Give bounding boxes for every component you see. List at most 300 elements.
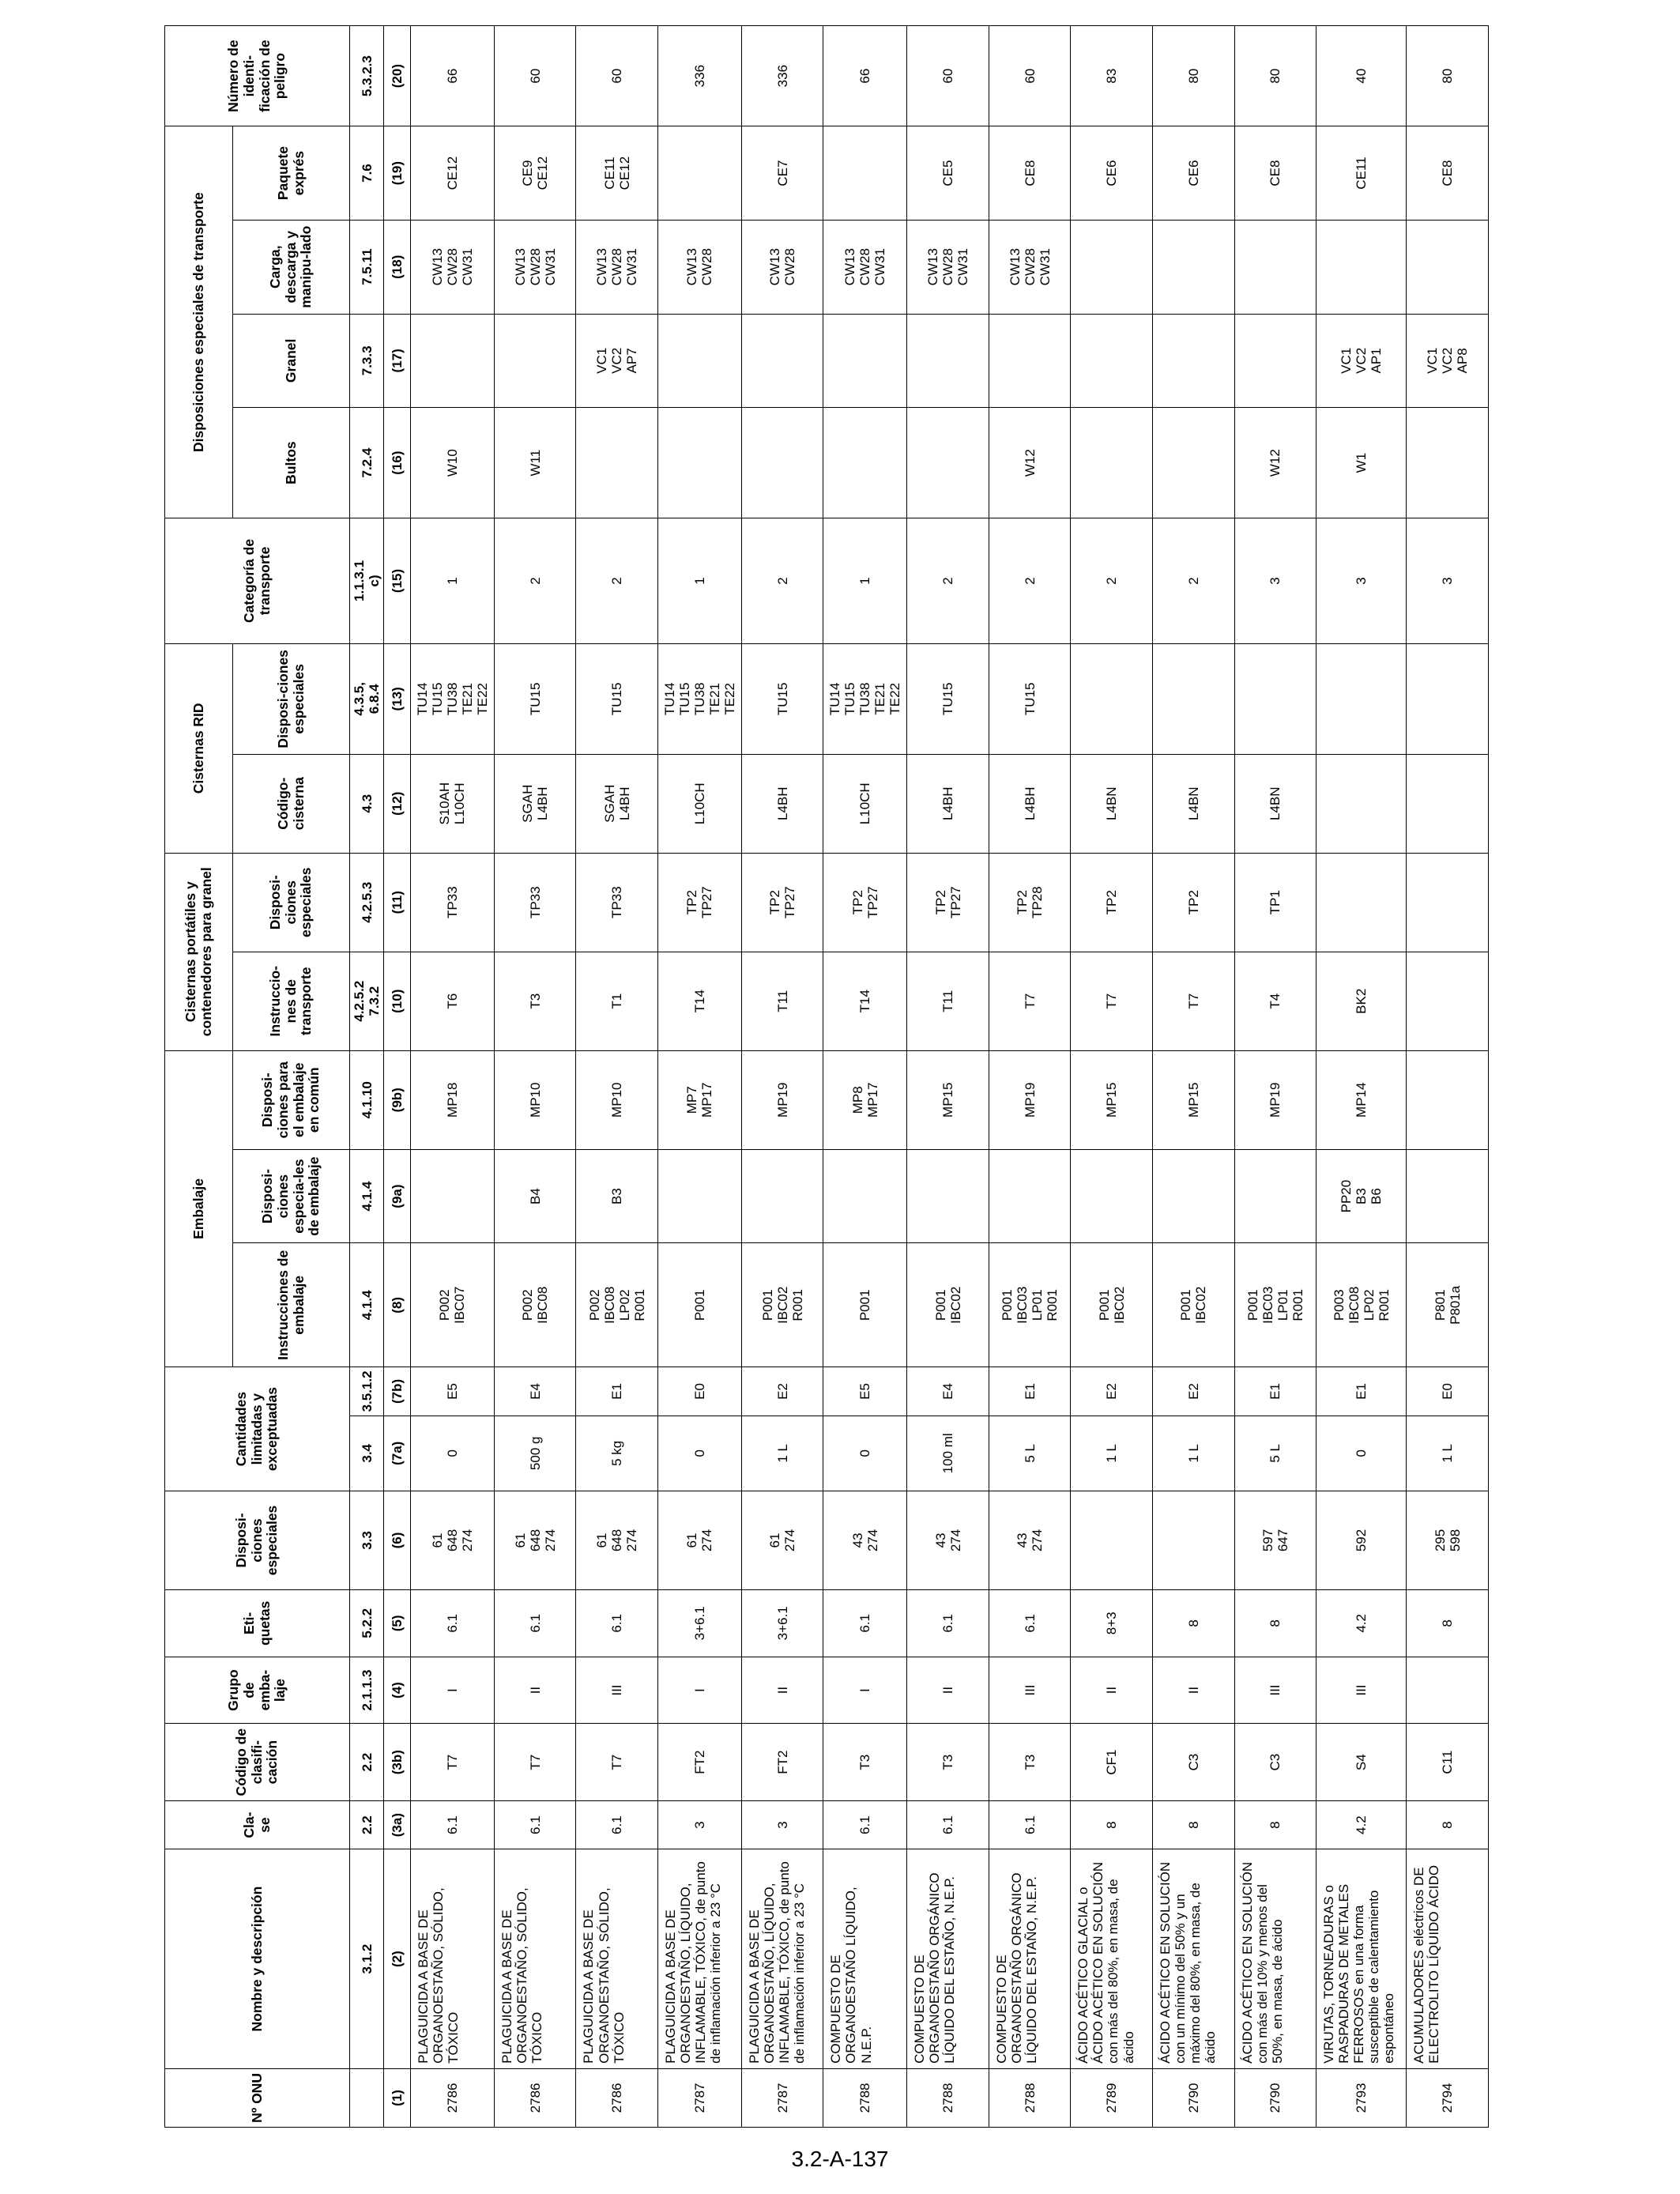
cell-c9b: MP19 xyxy=(1234,1050,1317,1149)
cell-c7a: 5 kg xyxy=(576,1416,658,1491)
cell-c16 xyxy=(1407,408,1489,518)
cell-c19 xyxy=(823,126,907,221)
reference-cell: 3.4 xyxy=(350,1416,384,1491)
cell-c15: 3 xyxy=(1407,518,1489,644)
table-body xyxy=(411,26,1489,2128)
header-hazard-id: Número de identi-ficación de peligro xyxy=(165,26,350,126)
cell-c13: TU15 xyxy=(907,643,989,754)
cell-c13 xyxy=(1152,643,1234,754)
column-number-cell: (5) xyxy=(384,1589,411,1657)
cell-c1: 2788 xyxy=(989,2068,1071,2127)
cell-c17 xyxy=(907,314,989,408)
cell-c5: 6.1 xyxy=(907,1589,989,1657)
cell-c8: P002 IBC07 xyxy=(411,1243,495,1367)
cell-c12: S10AH L10CH xyxy=(411,754,495,853)
column-number-cell: (10) xyxy=(384,952,411,1050)
cell-c3b: T3 xyxy=(989,1724,1071,1800)
cell-c20: 80 xyxy=(1152,26,1234,126)
cell-c7b: E0 xyxy=(658,1367,742,1416)
cell-c3a: 8 xyxy=(1152,1800,1234,1849)
cell-c16 xyxy=(576,408,658,518)
cell-c17 xyxy=(658,314,742,408)
header-rid-tanks: Cisternas RID xyxy=(165,643,233,853)
reference-cell: 4.2.5.2 7.3.2 xyxy=(350,952,384,1050)
cell-c2: ÁCIDO ACÉTICO EN SOLUCIÓN con más del 10% y menos del 50%, en masa, de ácido xyxy=(1234,1849,1317,2069)
reference-cell: 3.1.2 xyxy=(350,1849,384,2069)
cell-c6: 592 xyxy=(1317,1491,1407,1589)
cell-c7a: 100 ml xyxy=(907,1416,989,1491)
cell-c15: 2 xyxy=(576,518,658,644)
table-row xyxy=(989,26,1071,2128)
cell-c9a xyxy=(741,1149,823,1243)
cell-c12: SGAH L4BH xyxy=(576,754,658,853)
column-number-cell: (6) xyxy=(384,1491,411,1589)
cell-c9a xyxy=(989,1149,1071,1243)
cell-c7b: E1 xyxy=(1317,1367,1407,1416)
column-number-cell: (18) xyxy=(384,220,411,314)
cell-c19: CE5 xyxy=(907,126,989,221)
cell-c7b: E1 xyxy=(989,1367,1071,1416)
cell-c10: BK2 xyxy=(1317,952,1407,1050)
cell-c17 xyxy=(989,314,1071,408)
cell-c7a: 5 L xyxy=(989,1416,1071,1491)
cell-c15: 2 xyxy=(1152,518,1234,644)
cell-c9b: MP14 xyxy=(1317,1050,1407,1149)
table-row xyxy=(823,26,907,2128)
cell-c8: P001 xyxy=(823,1243,907,1367)
column-number-cell: (7b) xyxy=(384,1367,411,1416)
header-tank-code: Código-cisterna xyxy=(233,754,350,853)
column-number-cell: (19) xyxy=(384,126,411,221)
cell-c12: L4BH xyxy=(907,754,989,853)
cell-c13: TU15 xyxy=(989,643,1071,754)
cell-c16: W10 xyxy=(411,408,495,518)
cell-c3a: 4.2 xyxy=(1317,1800,1407,1849)
cell-c10: T7 xyxy=(1071,952,1153,1050)
cell-c15: 3 xyxy=(1234,518,1317,644)
cell-c9b: MP19 xyxy=(989,1050,1071,1149)
cell-c15: 1 xyxy=(823,518,907,644)
cell-c18: CW13 CW28 CW31 xyxy=(907,220,989,314)
cell-c1: 2789 xyxy=(1071,2068,1153,2127)
cell-c13: TU15 xyxy=(494,643,576,754)
cell-c7a: 0 xyxy=(658,1416,742,1491)
table-row xyxy=(1234,26,1317,2128)
column-number-cell: (13) xyxy=(384,643,411,754)
column-number-cell: (3a) xyxy=(384,1800,411,1849)
cell-c9a xyxy=(658,1149,742,1243)
cell-c4: III xyxy=(576,1657,658,1724)
cell-c3b: T7 xyxy=(576,1724,658,1800)
cell-c7b: E5 xyxy=(823,1367,907,1416)
cell-c11: TP33 xyxy=(576,853,658,952)
cell-c5: 3+6.1 xyxy=(658,1589,742,1657)
cell-c4: III xyxy=(989,1657,1071,1724)
cell-c2: VIRUTAS, TORNEADURAS o RASPADURAS DE METALES FERROSOS en una forma susceptible de calentamiento espontáneo xyxy=(1317,1849,1407,2069)
cell-c9b: MP10 xyxy=(576,1050,658,1149)
table-row xyxy=(411,26,495,2128)
cell-c8: P002 IBC08 xyxy=(494,1243,576,1367)
cell-c17 xyxy=(1071,314,1153,408)
header-tank-special: Disposi-ciones especiales xyxy=(233,643,350,754)
column-number-cell: (4) xyxy=(384,1657,411,1724)
cell-c18 xyxy=(1152,220,1234,314)
cell-c18: CW13 CW28 xyxy=(658,220,742,314)
header-clase: Cla- se xyxy=(165,1800,350,1849)
cell-c9a xyxy=(823,1149,907,1243)
cell-c5: 6.1 xyxy=(411,1589,495,1657)
header-special-transport: Disposiciones especiales de transporte xyxy=(165,126,233,518)
cell-c3b: C11 xyxy=(1407,1724,1489,1800)
cell-c8: P001 IBC03 LP01 R001 xyxy=(1234,1243,1317,1367)
cell-c7b: E0 xyxy=(1407,1367,1489,1416)
column-number-cell: (7a) xyxy=(384,1416,411,1491)
cell-c13: TU14 TU15 TU38 TE21 TE22 xyxy=(658,643,742,754)
cell-c11: TP33 xyxy=(494,853,576,952)
cell-c12: L4BN xyxy=(1071,754,1153,853)
cell-c9b: MP10 xyxy=(494,1050,576,1149)
cell-c6: 295 598 xyxy=(1407,1491,1489,1589)
cell-c13 xyxy=(1234,643,1317,754)
cell-c20: 60 xyxy=(989,26,1071,126)
cell-c19: CE9 CE12 xyxy=(494,126,576,221)
cell-c20: 80 xyxy=(1407,26,1489,126)
header-name: Nombre y descripción xyxy=(165,1849,350,2069)
cell-c6: 43 274 xyxy=(907,1491,989,1589)
cell-c13 xyxy=(1317,643,1407,754)
cell-c3b: T7 xyxy=(411,1724,495,1800)
cell-c1: 2787 xyxy=(658,2068,742,2127)
cell-c7b: E4 xyxy=(907,1367,989,1416)
header-bulk: Granel xyxy=(233,314,350,408)
cell-c11 xyxy=(1407,853,1489,952)
cell-c20: 60 xyxy=(907,26,989,126)
cell-c5: 6.1 xyxy=(576,1589,658,1657)
cell-c2: ÁCIDO ACÉTICO GLACIAL o ÁCIDO ACÉTICO EN SOLUCIÓN con más del 80%, en masa, de ácido xyxy=(1071,1849,1153,2069)
cell-c11: TP1 xyxy=(1234,853,1317,952)
cell-c6: 597 647 xyxy=(1234,1491,1317,1589)
cell-c16 xyxy=(1071,408,1153,518)
cell-c3a: 6.1 xyxy=(576,1800,658,1849)
cell-c9a xyxy=(907,1149,989,1243)
cell-c18: CW13 CW28 CW31 xyxy=(411,220,495,314)
cell-c7b: E1 xyxy=(1234,1367,1317,1416)
cell-c5: 6.1 xyxy=(823,1589,907,1657)
reference-cell: 3.3 xyxy=(350,1491,384,1589)
cell-c5: 3+6.1 xyxy=(741,1589,823,1657)
header-row-1 xyxy=(165,26,233,2128)
cell-c11: TP2 TP27 xyxy=(907,853,989,952)
cell-c5: 6.1 xyxy=(494,1589,576,1657)
cell-c15: 2 xyxy=(1071,518,1153,644)
cell-c19: CE6 xyxy=(1071,126,1153,221)
header-un-no: Nº ONU xyxy=(165,2068,350,2127)
cell-c7a: 1 L xyxy=(1407,1416,1489,1491)
cell-c3a: 6.1 xyxy=(989,1800,1071,1849)
header-labels: Eti-quetas xyxy=(165,1589,350,1657)
cell-c9b: MP18 xyxy=(411,1050,495,1149)
header-classification-code: Código de clasifi-cación xyxy=(165,1724,350,1800)
column-number-cell: (16) xyxy=(384,408,411,518)
cell-c6: 43 274 xyxy=(823,1491,907,1589)
cell-c15: 1 xyxy=(658,518,742,644)
cell-c11: TP2 TP27 xyxy=(741,853,823,952)
cell-c18 xyxy=(1071,220,1153,314)
cell-c19: CE8 xyxy=(989,126,1071,221)
cell-c12: L4BN xyxy=(1152,754,1234,853)
cell-c19: CE12 xyxy=(411,126,495,221)
cell-c4: III xyxy=(1234,1657,1317,1724)
cell-c2: ACUMULADORES eléctricos DE ELECTROLITO LÍQUIDO ÁCIDO xyxy=(1407,1849,1489,2069)
cell-c9b: MP8 MP17 xyxy=(823,1050,907,1149)
cell-c7a: 500 g xyxy=(494,1416,576,1491)
cell-c1: 2786 xyxy=(494,2068,576,2127)
cell-c3b: FT2 xyxy=(741,1724,823,1800)
cell-c8: P002 IBC08 LP02 R001 xyxy=(576,1243,658,1367)
cell-c5: 4.2 xyxy=(1317,1589,1407,1657)
cell-c12: L10CH xyxy=(658,754,742,853)
cell-c7a: 0 xyxy=(1317,1416,1407,1491)
table-row xyxy=(1317,26,1407,2128)
cell-c16 xyxy=(741,408,823,518)
cell-c13: TU15 xyxy=(576,643,658,754)
cell-c9b: MP15 xyxy=(1071,1050,1153,1149)
header-packages: Bultos xyxy=(233,408,350,518)
cell-c10: T4 xyxy=(1234,952,1317,1050)
reference-cell: 7.3.3 xyxy=(350,314,384,408)
column-number-cell: (9a) xyxy=(384,1149,411,1243)
cell-c3b: CF1 xyxy=(1071,1724,1153,1800)
table-row xyxy=(1407,26,1489,2128)
cell-c11: TP33 xyxy=(411,853,495,952)
page-number: 3.2-A-137 xyxy=(791,2147,889,2171)
cell-c2: ÁCIDO ACÉTICO EN SOLUCIÓN con un mínimo del 50% y un máximo del 80%, en masa, de ácido xyxy=(1152,1849,1234,2069)
cell-c17 xyxy=(741,314,823,408)
table-row xyxy=(1071,26,1153,2128)
reference-cell: 2.2 xyxy=(350,1800,384,1849)
cell-c20: 60 xyxy=(494,26,576,126)
cell-c17 xyxy=(411,314,495,408)
cell-c10 xyxy=(1407,952,1489,1050)
cell-c3a: 6.1 xyxy=(494,1800,576,1849)
column-number-cell: (8) xyxy=(384,1243,411,1367)
cell-c16 xyxy=(658,408,742,518)
cell-c20: 66 xyxy=(411,26,495,126)
cell-c7b: E2 xyxy=(741,1367,823,1416)
table-row xyxy=(1152,26,1234,2128)
cell-c7a: 5 L xyxy=(1234,1416,1317,1491)
cell-c9a xyxy=(1234,1149,1317,1243)
cell-c1: 2793 xyxy=(1317,2068,1407,2127)
cell-c8: P801 P801a xyxy=(1407,1243,1489,1367)
cell-c6: 61 274 xyxy=(741,1491,823,1589)
cell-c2: COMPUESTO DE ORGANOESTAÑO LÍQUIDO, N.E.P. xyxy=(823,1849,907,2069)
column-number-cell: (15) xyxy=(384,518,411,644)
cell-c9a xyxy=(1407,1149,1489,1243)
cell-c5: 8 xyxy=(1234,1589,1317,1657)
column-number-cell: (3b) xyxy=(384,1724,411,1800)
cell-c3a: 8 xyxy=(1407,1800,1489,1849)
cell-c4: II xyxy=(741,1657,823,1724)
cell-c18 xyxy=(1317,220,1407,314)
cell-c9b: MP15 xyxy=(907,1050,989,1149)
cell-c4: II xyxy=(1071,1657,1153,1724)
cell-c3a: 6.1 xyxy=(411,1800,495,1849)
dangerous-goods-table xyxy=(164,25,1489,2128)
header-special-packing-provisions: Disposi-ciones especia-les de embalaje xyxy=(233,1149,350,1243)
header-pt-instructions: Instruccio-nes de transporte xyxy=(233,952,350,1050)
cell-c6: 61 648 274 xyxy=(494,1491,576,1589)
cell-c10: T3 xyxy=(494,952,576,1050)
cell-c11: TP2 TP27 xyxy=(658,853,742,952)
reference-cell: 7.2.4 xyxy=(350,408,384,518)
cell-c8: P001 IBC02 xyxy=(1152,1243,1234,1367)
cell-c15: 2 xyxy=(494,518,576,644)
cell-c4: II xyxy=(494,1657,576,1724)
cell-c19: CE11 CE12 xyxy=(576,126,658,221)
cell-c20: 336 xyxy=(741,26,823,126)
cell-c15: 1 xyxy=(411,518,495,644)
cell-c3b: C3 xyxy=(1152,1724,1234,1800)
cell-c15: 3 xyxy=(1317,518,1407,644)
cell-c13: TU15 xyxy=(741,643,823,754)
cell-c16 xyxy=(907,408,989,518)
cell-c18 xyxy=(1234,220,1317,314)
cell-c4: I xyxy=(658,1657,742,1724)
cell-c20: 66 xyxy=(823,26,907,126)
cell-c18: CW13 CW28 CW31 xyxy=(576,220,658,314)
header-express: Paquete exprés xyxy=(233,126,350,221)
reference-cell: 5.3.2.3 xyxy=(350,26,384,126)
header-packing-instructions: Instrucciones de embalaje xyxy=(233,1243,350,1367)
reference-cell: 4.1.4 xyxy=(350,1149,384,1243)
cell-c18: CW13 CW28 CW31 xyxy=(823,220,907,314)
cell-c2: COMPUESTO DE ORGANOESTAÑO ORGÁNICO LÍQUIDO DEL ESTAÑO, N.E.P. xyxy=(989,1849,1071,2069)
cell-c19: CE7 xyxy=(741,126,823,221)
cell-c9a xyxy=(411,1149,495,1243)
cell-c12: L4BN xyxy=(1234,754,1317,853)
cell-c3b: FT2 xyxy=(658,1724,742,1800)
reference-cell: 7.6 xyxy=(350,126,384,221)
column-number-cell: (2) xyxy=(384,1849,411,2069)
cell-c9b: MP19 xyxy=(741,1050,823,1149)
cell-c6 xyxy=(1152,1491,1234,1589)
cell-c7a: 1 L xyxy=(1152,1416,1234,1491)
cell-c5: 8+3 xyxy=(1071,1589,1153,1657)
cell-c1: 2788 xyxy=(907,2068,989,2127)
cell-c13 xyxy=(1071,643,1153,754)
cell-c15: 2 xyxy=(741,518,823,644)
cell-c8: P001 IBC03 LP01 R001 xyxy=(989,1243,1071,1367)
cell-c2: PLAGUICIDA A BASE DE ORGANOESTAÑO, SÓLIDO, TÓXICO xyxy=(494,1849,576,2069)
cell-c17 xyxy=(494,314,576,408)
header-loading: Carga, descarga y manipu-lado xyxy=(233,220,350,314)
cell-c7b: E1 xyxy=(576,1367,658,1416)
cell-c18 xyxy=(1407,220,1489,314)
cell-c16: W12 xyxy=(989,408,1071,518)
cell-c13: TU14 TU15 TU38 TE21 TE22 xyxy=(411,643,495,754)
cell-c1: 2794 xyxy=(1407,2068,1489,2127)
table-row xyxy=(494,26,576,2128)
cell-c8: P003 IBC08 LP02 R001 xyxy=(1317,1243,1407,1367)
cell-c2: PLAGUICIDA A BASE DE ORGANOESTAÑO, SÓLIDO, TÓXICO xyxy=(576,1849,658,2069)
cell-c5: 8 xyxy=(1407,1589,1489,1657)
reference-cell: 3.5.1.2 xyxy=(350,1367,384,1416)
cell-c17: VC1 VC2 AP1 xyxy=(1317,314,1407,408)
cell-c1: 2786 xyxy=(411,2068,495,2127)
cell-c11 xyxy=(1317,853,1407,952)
cell-c20: 60 xyxy=(576,26,658,126)
cell-c10: T11 xyxy=(741,952,823,1050)
cell-c3a: 6.1 xyxy=(823,1800,907,1849)
reference-cell: 4.3.5, 6.8.4 xyxy=(350,643,384,754)
cell-c19 xyxy=(658,126,742,221)
cell-c1: 2786 xyxy=(576,2068,658,2127)
cell-c2: COMPUESTO DE ORGANOESTAÑO ORGÁNICO LÍQUIDO DEL ESTAÑO, N.E.P. xyxy=(907,1849,989,2069)
cell-c2: PLAGUICIDA A BASE DE ORGANOESTAÑO, LÍQUIDO, INFLAMABLE, TÓXICO, de punto de inflamación inferior a 23 °C xyxy=(658,1849,742,2069)
cell-c4: II xyxy=(1152,1657,1234,1724)
cell-c17 xyxy=(1152,314,1234,408)
cell-c16: W1 xyxy=(1317,408,1407,518)
cell-c11: TP2 TP27 xyxy=(823,853,907,952)
cell-c3b: T3 xyxy=(823,1724,907,1800)
cell-c1: 2790 xyxy=(1152,2068,1234,2127)
cell-c13: TU14 TU15 TU38 TE21 TE22 xyxy=(823,643,907,754)
reference-cell: 2.1.1.3 xyxy=(350,1657,384,1724)
cell-c2: PLAGUICIDA A BASE DE ORGANOESTAÑO, LÍQUIDO, INFLAMABLE, TÓXICO, de punto de inflamación inferior a 23 °C xyxy=(741,1849,823,2069)
cell-c7b: E4 xyxy=(494,1367,576,1416)
cell-c3a: 3 xyxy=(741,1800,823,1849)
table-row xyxy=(907,26,989,2128)
header-limited-quantities: Cantidades limitadas y exceptuadas xyxy=(165,1367,350,1491)
column-number-cell: (12) xyxy=(384,754,411,853)
cell-c11: TP2 xyxy=(1152,853,1234,952)
cell-c1: 2787 xyxy=(741,2068,823,2127)
cell-c20: 40 xyxy=(1317,26,1407,126)
column-number-cell: (17) xyxy=(384,314,411,408)
cell-c20: 336 xyxy=(658,26,742,126)
cell-c10: T14 xyxy=(823,952,907,1050)
reference-cell: 4.1.4 xyxy=(350,1243,384,1367)
cell-c5: 8 xyxy=(1152,1589,1234,1657)
cell-c13 xyxy=(1407,643,1489,754)
cell-c4 xyxy=(1407,1657,1489,1724)
reference-cell: 1.1.3.1 c) xyxy=(350,518,384,644)
cell-c8: P001 IBC02 xyxy=(907,1243,989,1367)
cell-c7a: 0 xyxy=(411,1416,495,1491)
cell-c8: P001 xyxy=(658,1243,742,1367)
header-pt-special: Disposi-ciones especiales xyxy=(233,853,350,952)
cell-c5: 6.1 xyxy=(989,1589,1071,1657)
cell-c12: L4BH xyxy=(989,754,1071,853)
header-packing-group: Grupo de emba-laje xyxy=(165,1657,350,1724)
cell-c19: CE11 xyxy=(1317,126,1407,221)
column-number-cell: (9b) xyxy=(384,1050,411,1149)
cell-c4: II xyxy=(907,1657,989,1724)
cell-c10: T7 xyxy=(1152,952,1234,1050)
cell-c8: P001 IBC02 R001 xyxy=(741,1243,823,1367)
cell-c19: CE6 xyxy=(1152,126,1234,221)
cell-c7a: 1 L xyxy=(741,1416,823,1491)
cell-c3a: 6.1 xyxy=(907,1800,989,1849)
cell-c12: L4BH xyxy=(741,754,823,853)
cell-c6: 43 274 xyxy=(989,1491,1071,1589)
cell-c19: CE8 xyxy=(1234,126,1317,221)
reference-cell: 5.2.2 xyxy=(350,1589,384,1657)
cell-c4: I xyxy=(823,1657,907,1724)
header-transport-category: Categoría de transporte xyxy=(165,518,350,644)
header-packaging: Embalaje xyxy=(165,1050,233,1367)
